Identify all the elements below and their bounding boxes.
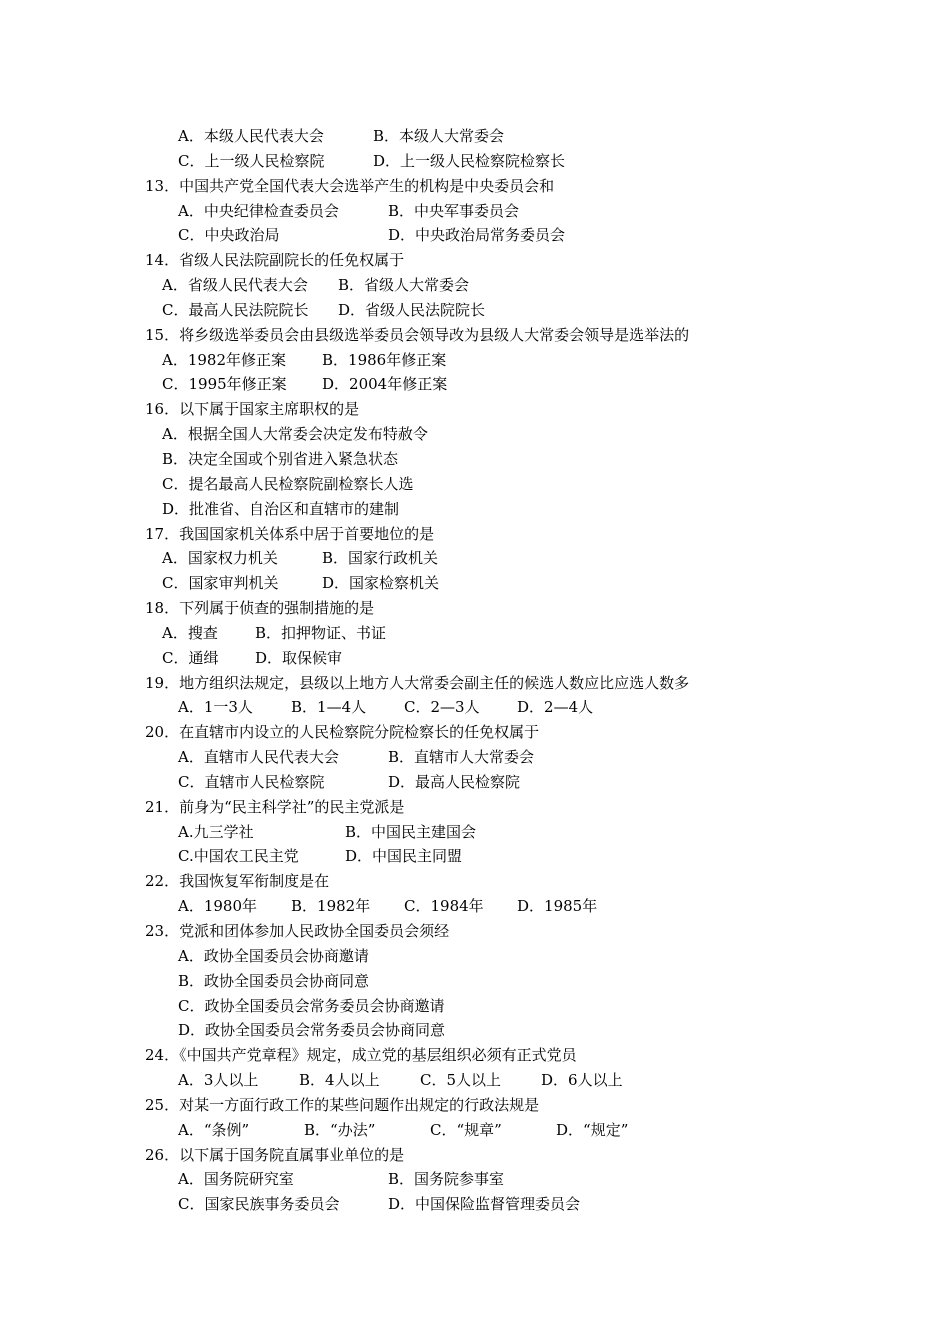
exam-page [145,124,845,1217]
answer-option: D．上一级人民检察院检察长 [373,151,566,170]
answer-option: C．国家民族事务委员会 [178,1195,340,1214]
answer-option: C．“规章” [430,1120,502,1139]
answer-option: C．5人以上 [420,1071,502,1090]
answer-option: B．省级人大常委会 [338,276,470,295]
question-text: 15．将乡级选举委员会由县级选举委员会领导改为县级人大常委会领导是选举法的 [145,325,690,344]
answer-option: D．中央政治局常务委员会 [388,226,566,245]
answer-option: A．国务院研究室 [178,1170,294,1189]
answer-option: D．国家检察机关 [322,574,440,593]
answer-option: D．1985年 [517,897,598,916]
answer-option: A．搜查 [162,623,218,642]
option-row [145,546,845,571]
question-text: 20．在直辖市内设立的人民检察院分院检察长的任免权属于 [145,723,540,742]
answer-option: D．2—4人 [517,698,594,717]
answer-option: C．最高人民法院院长 [162,300,309,319]
answer-option: B．中央军事委员会 [388,201,520,220]
answer-option: A．国家权力机关 [162,549,278,568]
question-text: 25．对某一方面行政工作的某些问题作出规定的行政法规是 [145,1095,540,1114]
option-row [145,621,845,646]
question-text: 19．地方组织法规定，县级以上地方人大常委会副主任的候选人数应比应选人数多 [145,673,690,692]
option-row [145,223,845,248]
answer-option: C.中国农工民主党 [178,847,299,866]
option-row [145,1018,845,1043]
option-row [145,1167,845,1192]
option-row [145,199,845,224]
option-row [145,969,845,994]
question-text: 21．前身为“民主科学社”的民主党派是 [145,797,405,816]
answer-option: C．2—3人 [404,698,480,717]
answer-option: C．政协全国委员会常务委员会协商邀请 [178,996,445,1015]
answer-option: A．根据全国人大常委会决定发布特赦令 [162,425,428,444]
option-row [145,646,845,671]
option-row [145,447,845,472]
option-row [145,994,845,1019]
answer-option: B．中国民主建国会 [345,822,477,841]
answer-option: B．直辖市人大常委会 [388,748,535,767]
option-row [145,1068,845,1093]
option-row [145,472,845,497]
answer-option: B．1986年修正案 [322,350,447,369]
answer-option: A．中央纪律检查委员会 [178,201,339,220]
answer-option: D．政协全国委员会常务委员会协商同意 [178,1021,446,1040]
option-row [145,149,845,174]
answer-option: B．国务院参事室 [388,1170,505,1189]
question-text: 16．以下属于国家主席职权的是 [145,400,360,419]
answer-option: A．1980年 [178,897,258,916]
option-row [145,894,845,919]
answer-option: A．直辖市人民代表大会 [178,748,339,767]
option-row [145,820,845,845]
option-row [145,695,845,720]
answer-option: D．6人以上 [541,1071,623,1090]
answer-option: C．上一级人民检察院 [178,151,325,170]
answer-option: B．1—4人 [291,698,367,717]
question-text: 22．我国恢复军衔制度是在 [145,872,330,891]
option-row [145,1118,845,1143]
answer-option: A．1982年修正案 [162,350,287,369]
answer-option: B．国家行政机关 [322,549,439,568]
answer-option: B．4人以上 [299,1071,380,1090]
answer-option: C．通缉 [162,648,219,667]
answer-option: C．1995年修正案 [162,375,287,394]
answer-option: A．“条例” [178,1120,250,1139]
option-row [145,273,845,298]
answer-option: C．1984年 [404,897,484,916]
option-row [145,571,845,596]
option-row [145,745,845,770]
question-text: 23．党派和团体参加人民政协全国委员会须经 [145,922,450,940]
question-text: 14．省级人民法院副院长的任免权属于 [145,251,405,270]
answer-option: D．取保候审 [255,648,343,667]
option-row [145,124,845,149]
option-row [145,1192,845,1217]
question-text: 24．《中国共产党章程》规定，成立党的基层组织必须有正式党员 [145,1046,577,1065]
answer-option: D．最高人民检察院 [388,772,521,791]
answer-option: A．1一3人 [178,698,253,717]
question-text: 26．以下属于国务院直属事业单位的是 [145,1145,405,1164]
answer-option: B．1982年 [291,897,371,916]
answer-option: A．省级人民代表大会 [162,276,308,295]
answer-option: D．省级人民法院院长 [338,300,486,319]
answer-option: B．“办法” [304,1120,376,1139]
answer-option: B．本级人大常委会 [373,127,505,145]
answer-option: C．提名最高人民检察院副检察长人选 [162,474,414,493]
answer-option: A．政协全国委员会协商邀请 [178,946,369,965]
answer-option: D．批准省、自治区和直辖市的建制 [162,499,400,518]
question-text: 13．中国共产党全国代表大会选举产生的机构是中央委员会和 [145,176,555,195]
answer-option: C．国家审判机关 [162,574,279,593]
answer-option: C．中央政治局 [178,226,280,245]
question-text: 18．下列属于侦查的强制措施的是 [145,599,375,618]
option-row [145,497,845,522]
answer-option: D．“规定” [556,1120,629,1139]
option-row [145,372,845,397]
option-row [145,770,845,795]
option-row [145,298,845,323]
answer-option: A.九三学社 [178,822,254,841]
answer-option: D．中国民主同盟 [345,847,463,866]
option-row [145,944,845,969]
answer-option: B．扣押物证、书证 [255,623,387,642]
option-row [145,844,845,869]
answer-option: D．中国保险监督管理委员会 [388,1195,581,1214]
answer-option: A．3人以上 [178,1071,259,1090]
question-text: 17．我国国家机关体系中居于首要地位的是 [145,524,435,543]
answer-option: B．决定全国或个别省进入紧急状态 [162,449,399,468]
answer-option: D．2004年修正案 [322,375,448,394]
option-row [145,348,845,373]
option-row [145,422,845,447]
answer-option: B．政协全国委员会协商同意 [178,971,370,990]
answer-option: C．直辖市人民检察院 [178,772,325,791]
answer-option: A．本级人民代表大会 [178,127,324,145]
